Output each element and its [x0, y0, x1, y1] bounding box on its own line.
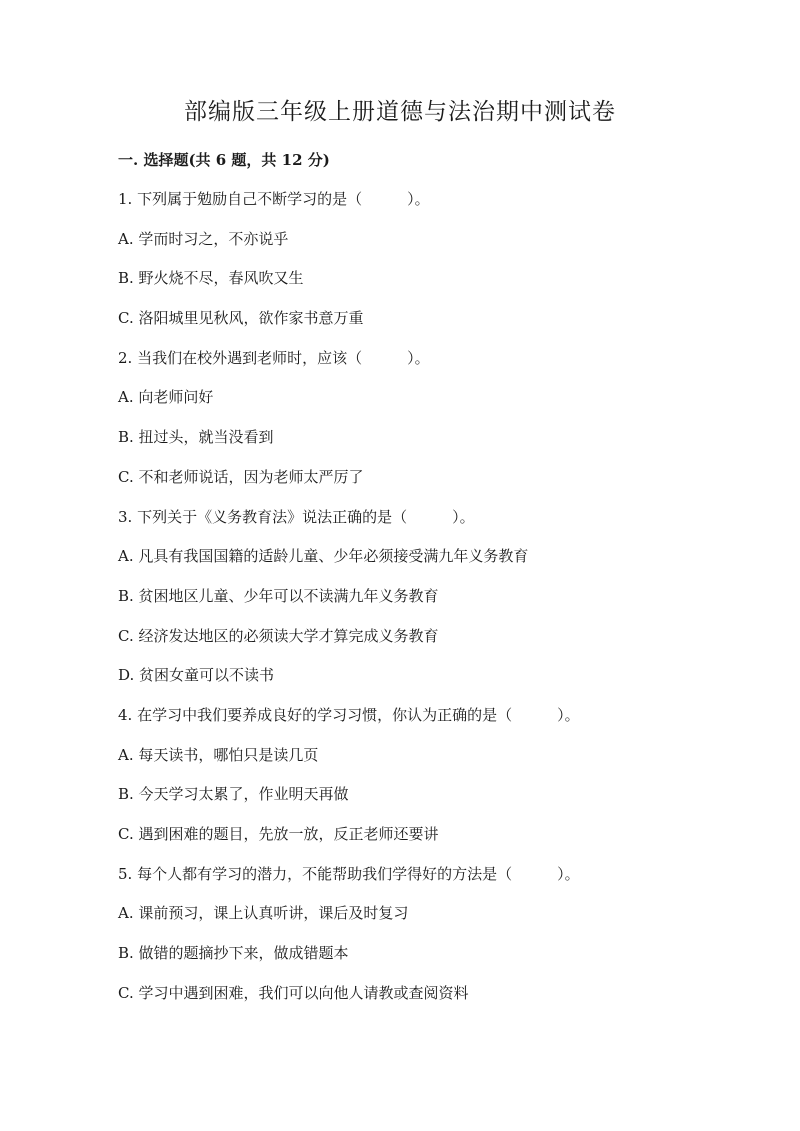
answer-option: A. 凡具有我国国籍的适龄儿童、少年必须接受满九年义务教育 [118, 547, 529, 566]
answer-option: B. 做错的题摘抄下来，做成错题本 [118, 944, 349, 963]
section-heading: 一. 选择题(共 6 题，共 12 分) [118, 151, 330, 169]
answer-option: A. 向老师问好 [118, 388, 214, 407]
answer-option: C. 经济发达地区的必须读大学才算完成义务教育 [118, 626, 439, 645]
answer-option: D. 贫困女童可以不读书 [118, 666, 275, 685]
answer-option: A. 课前预习，课上认真听讲，课后及时复习 [118, 904, 409, 923]
answer-option: B. 贫困地区儿童、少年可以不读满九年义务教育 [118, 586, 439, 605]
answer-option: A. 学而时习之，不亦说乎 [118, 229, 289, 248]
question-list [118, 189, 718, 1022]
answer-option: B. 今天学习太累了，作业明天再做 [118, 785, 349, 804]
answer-option: C. 不和老师说话，因为老师太严厉了 [118, 467, 364, 486]
answer-option: B. 野火烧不尽，春风吹又生 [118, 269, 304, 288]
exam-title: 部编版三年级上册道德与法治期中测试卷 [184, 99, 616, 125]
question-stem: 1. 下列属于勉励自己不断学习的是（ ）。 [118, 190, 430, 208]
question-stem: 3. 下列关于《义务教育法》说法正确的是（ ）。 [118, 507, 475, 526]
question-stem: 4. 在学习中我们要养成良好的学习习惯，你认为正确的是（ ）。 [118, 705, 580, 724]
answer-option: C. 学习中遇到困难，我们可以向他人请教或查阅资料 [118, 983, 469, 1002]
answer-option: A. 每天读书，哪怕只是读几页 [118, 745, 319, 764]
question-stem: 2. 当我们在校外遇到老师时，应该（ ）。 [118, 348, 430, 367]
answer-option: C. 洛阳城里见秋风，欲作家书意万重 [118, 309, 364, 328]
question-stem: 5. 每个人都有学习的潜力，不能帮助我们学得好的方法是（ ）。 [118, 864, 580, 883]
answer-option: B. 扭过头，就当没看到 [118, 428, 274, 447]
answer-option: C. 遇到困难的题目，先放一放，反正老师还要讲 [118, 825, 439, 843]
